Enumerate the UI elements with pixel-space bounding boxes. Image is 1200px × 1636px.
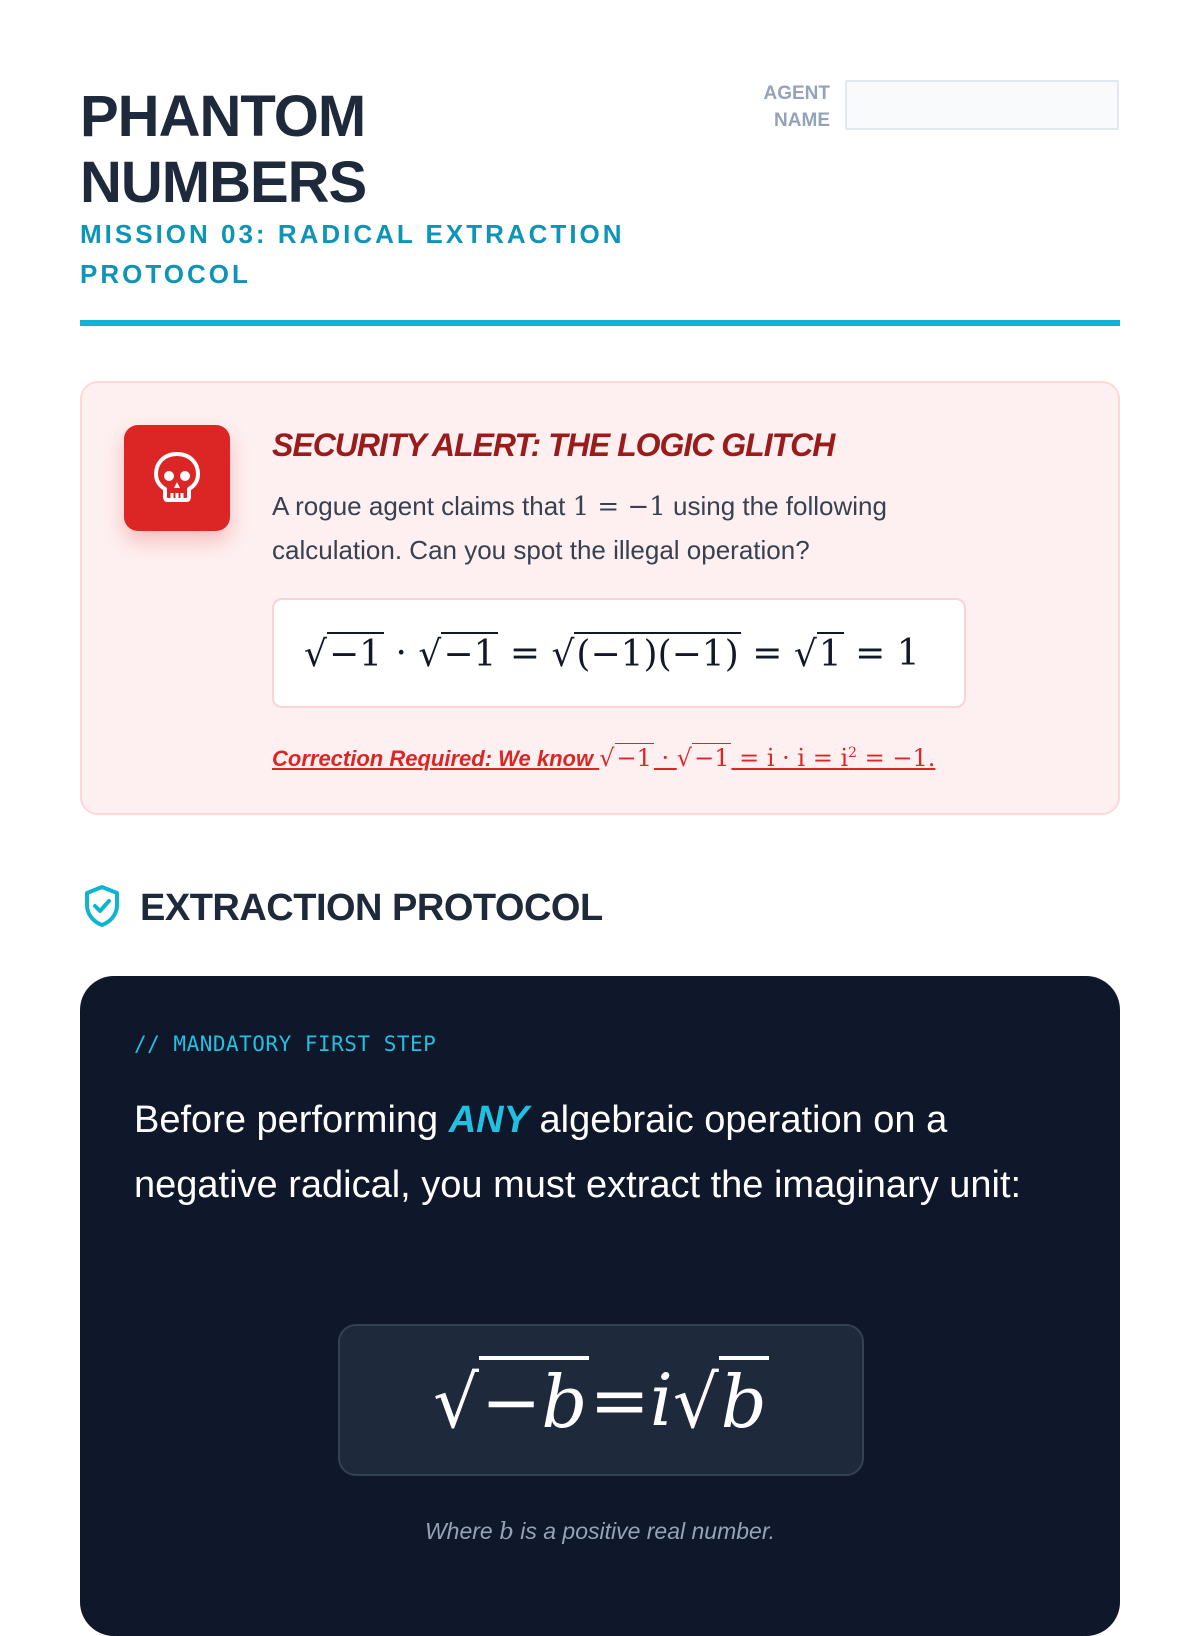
alert-title: SECURITY ALERT: THE LOGIC GLITCH [272,427,835,463]
skull-icon [124,425,230,531]
title-line-1: PHANTOM [80,84,366,149]
code-comment: // MANDATORY FIRST STEP [134,1032,437,1056]
formula-footnote: Where b is a positive real number. [424,1518,776,1545]
extraction-protocol-heading [82,884,603,933]
mission-subtitle: MISSION 03: RADICAL EXTRACTION PROTOCOL [80,219,625,289]
claim-lhs: 1 [572,492,590,522]
section-title: EXTRACTION PROTOCOL [140,887,603,929]
title-line-2: NUMBERS [80,150,367,215]
correction-note: Correction Required: We know $√-1 \cdot √-1 = i \cdot i = i^2 = -1$. [272,744,936,772]
emphasis-any: ANY [448,1099,529,1141]
shield-check-icon [82,884,122,933]
protocol-instructions: Before performing ANY algebraic operation on a negative radical, you must extract the imaginary unit: [134,1099,1022,1206]
extraction-formula: √−b = i √b [338,1324,864,1476]
claim-rhs: −1 [627,492,666,522]
page-title [80,84,366,216]
header-divider [80,320,1120,326]
agent-name-label: AGENT NAME [763,83,830,131]
security-alert-card [80,381,1120,815]
agent-name-field[interactable] [845,80,1119,130]
alert-description: A rogue agent claims that 1 = −1 using the following calculation. Can you spot the illegal operation? [272,491,887,565]
protocol-card [80,976,1120,1636]
faulty-calculation: √−1 · √−1 = √(−1)(−1) = √1 = 1 [272,598,966,708]
